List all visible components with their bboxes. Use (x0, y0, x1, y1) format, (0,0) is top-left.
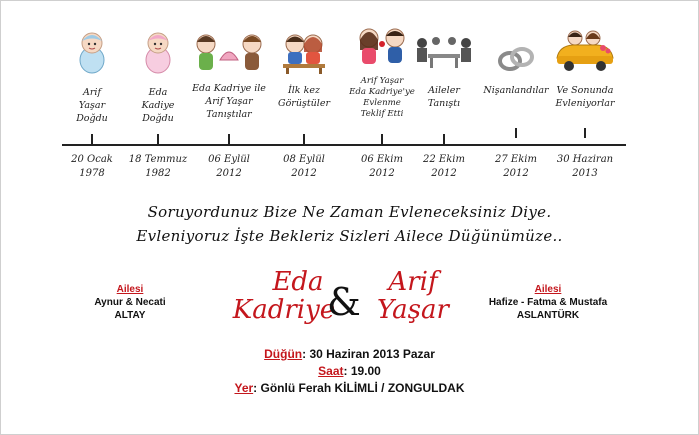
event-label: Ve Sonunda Evleniyorlar (555, 85, 615, 109)
bride-family-parents: Aynur & Necati (94, 297, 166, 308)
timeline-tick (515, 128, 517, 138)
time-value: : 19.00 (343, 364, 381, 378)
wedding-place-row (0, 381, 699, 395)
groom-family-parents: Hafize - Fatma & Mustafa (488, 297, 608, 308)
invitation-line-1: Soruyordunuz Bize Ne Zaman Evleneceksiniz Diye. (147, 203, 552, 221)
event-label: Aileler Tanıştı (427, 85, 461, 109)
baby-girl-icon (138, 28, 178, 74)
place-value: : Gönlü Ferah KİLİMLİ / ZONGULDAK (253, 381, 465, 395)
timeline-tick (91, 134, 93, 144)
wedding-time-row (0, 364, 699, 378)
time-key: Saat (318, 364, 344, 378)
timeline-tick (303, 134, 305, 144)
event-label: Arif Yaşar Eda Kadriye'ye Evlenme Teklif Etti (349, 76, 415, 119)
bride-family (70, 283, 190, 322)
event-date: 22 Ekim 2012 (423, 154, 465, 179)
timeline-tick (443, 134, 445, 144)
couple-meeting-icon (192, 30, 266, 74)
event-label: İlk kez Görüştüler (278, 85, 330, 109)
event-label: Eda Kadriye ile Arif Yaşar Tanıştılar (192, 83, 266, 120)
event-date: 27 Ekim 2012 (495, 154, 537, 179)
wedding-value: : 30 Haziran 2013 Pazar (302, 347, 435, 361)
proposal-icon (355, 26, 409, 70)
invitation-line-2: Evleniyoruz İşte Bekleriz Sizleri Ailece Düğünümüze.. (136, 227, 563, 245)
families-meeting-icon (412, 34, 476, 70)
place-key: Yer (234, 381, 254, 395)
event-label: Nişanlandılar (483, 85, 549, 96)
event-date: 06 Ekim 2012 (361, 154, 403, 179)
event-label: Arif Yaşar Doğdu (76, 87, 108, 124)
groom-name: Arif Yaşar (377, 267, 449, 325)
wedding-date-row (0, 347, 699, 361)
wedding-key: Düğün (264, 347, 303, 361)
ampersand: & (327, 280, 361, 324)
event-date: 20 Ocak 1978 (71, 154, 113, 179)
groom-family-surname: ASLANTÜRK (516, 310, 580, 321)
event-date: 08 Eylül 2012 (283, 154, 325, 179)
event-date: 18 Temmuz 1982 (128, 154, 188, 179)
groom-family (468, 283, 628, 322)
baby-boy-icon (72, 28, 112, 74)
rings-icon (494, 44, 538, 74)
bride-name: Eda Kadriye (232, 267, 336, 325)
bride-family-title: Ailesi (116, 284, 144, 295)
timeline-axis (62, 144, 626, 146)
wedding-car-icon (553, 28, 617, 74)
timeline-tick (157, 134, 159, 144)
event-date: 30 Haziran 2013 (556, 154, 614, 179)
timeline-tick (228, 134, 230, 144)
timeline-tick (381, 134, 383, 144)
timeline-tick (584, 128, 586, 138)
groom-family-title: Ailesi (534, 284, 562, 295)
bride-family-surname: ALTAY (114, 310, 146, 321)
event-label: Eda Kadiye Doğdu (141, 87, 175, 124)
event-date: 06 Eylül 2012 (208, 154, 250, 179)
couple-bench-icon (279, 30, 329, 74)
